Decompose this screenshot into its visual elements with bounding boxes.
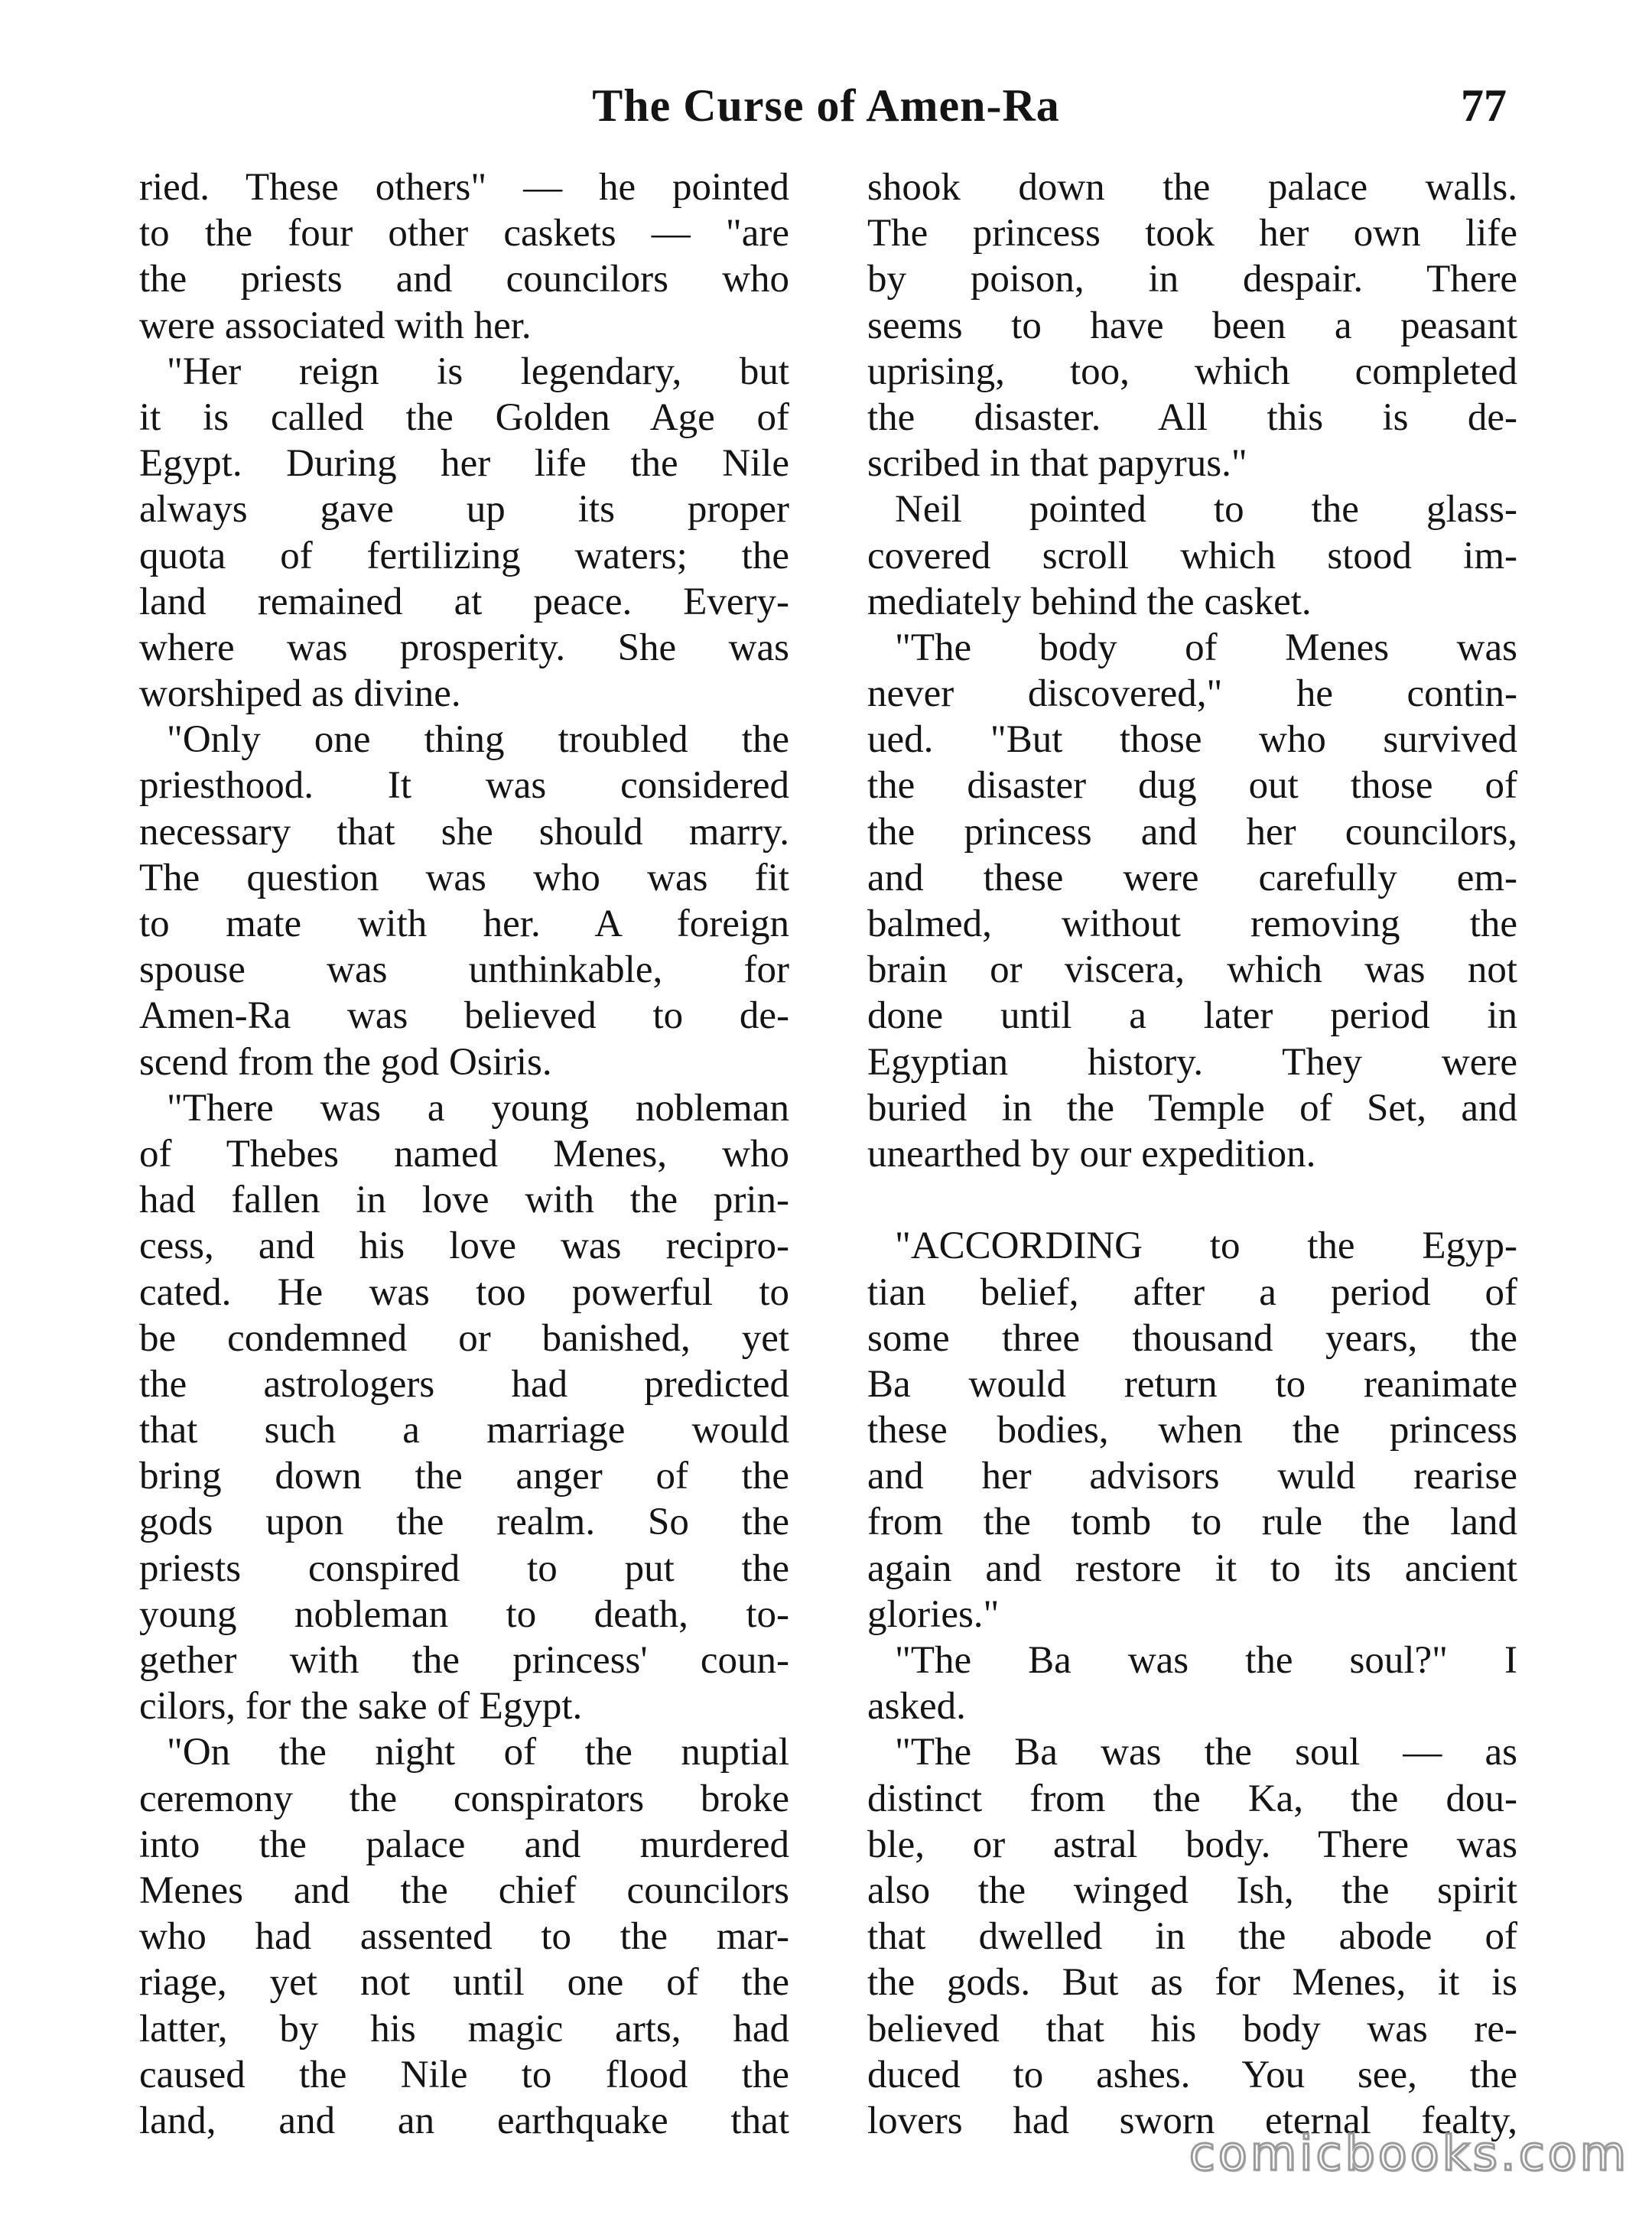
text-line: the disaster dug out those of [867,764,1517,808]
text-line: land remained at peace. Every- [139,580,789,623]
text-line: necessary that she should marry. [139,810,789,854]
text-line: never discovered," he contin- [867,672,1517,716]
watermark: comicbooks.com [1189,2125,1629,2181]
text-line: the princess and her councilors, [867,810,1517,854]
text-line: into the palace and murdered [139,1823,789,1866]
text-line: and her advisors wuld rearise [867,1455,1517,1498]
text-line: ceremony the conspirators broke [139,1777,789,1820]
text-line: Amen-Ra was believed to de- [139,994,789,1038]
text-line: uprising, too, which completed [867,350,1517,393]
text-line: mediately behind the casket. [867,580,1312,623]
text-line: "The Ba was the soul?" I [895,1639,1517,1682]
text-line: "The body of Menes was [895,626,1517,669]
text-line: gods upon the realm. So the [139,1501,789,1544]
text-line: ued. "But those who survived [867,718,1517,762]
text-line: "There was a young nobleman [167,1086,789,1130]
text-line: be condemned or banished, yet [139,1316,789,1360]
text-line: who had assented to the mar- [139,1915,789,1959]
text-line: riage, yet not until one of the [139,1961,789,2005]
text-line: and these were carefully em- [867,856,1517,899]
text-line: covered scroll which stood im- [867,534,1517,577]
text-line: to mate with her. A foreign [139,902,789,945]
text-line: had fallen in love with the prin- [139,1179,789,1222]
text-line: tian belief, after a period of [867,1270,1517,1314]
text-line: priesthood. It was considered [139,764,789,808]
text-line: always gave up its proper [139,488,789,532]
text-line: asked. [867,1685,966,1729]
text-line: Egyptian history. They were [867,1040,1517,1084]
text-line: "Only one thing troubled the [167,718,789,762]
running-title: The Curse of Amen-Ra [592,80,1060,131]
text-line: "ACCORDING to the Egyp- [895,1224,1517,1268]
page-header [0,80,1652,141]
text-line: spouse was unthinkable, for [139,948,789,992]
text-line: from the tomb to rule the land [867,1501,1517,1544]
page-number: 77 [1461,80,1507,131]
text-line: of Thebes named Menes, who [139,1132,789,1176]
text-line: to the four other caskets — "are [139,212,789,255]
text-line: scribed in that papyrus." [867,442,1247,486]
text-line: young nobleman to death, to- [139,1592,789,1636]
text-line: were associated with her. [139,304,532,347]
text-line: again and restore it to its ancient [867,1546,1517,1590]
text-line: the disaster. All this is de- [867,395,1517,439]
text-line: glories." [867,1592,1000,1636]
text-line: gether with the princess' coun- [139,1639,789,1682]
text-line: balmed, without removing the [867,902,1517,945]
text-line: it is called the Golden Age of [139,395,789,439]
text-line: bring down the anger of the [139,1455,789,1498]
text-line: Neil pointed to the glass- [895,488,1517,532]
left-column [139,164,789,2144]
text-line: distinct from the Ka, the dou- [867,1777,1517,1820]
text-line: "Her reign is legendary, but [167,350,789,393]
text-line: the priests and councilors who [139,258,789,301]
text-line: latter, by his magic arts, had [139,2007,789,2051]
text-line: The princess took her own life [867,212,1517,255]
text-line: cated. He was too powerful to [139,1270,789,1314]
text-line: by poison, in despair. There [867,258,1517,301]
text-line: priests conspired to put the [139,1546,789,1590]
text-line: "On the night of the nuptial [167,1731,789,1774]
text-line: land, and an earthquake that [139,2099,789,2142]
text-line: worshiped as divine. [139,672,461,716]
text-line: Egypt. During her life the Nile [139,442,789,486]
text-line: Menes and the chief councilors [139,1868,789,1912]
text-line: seems to have been a peasant [867,304,1517,347]
text-line: that dwelled in the abode of [867,1915,1517,1959]
text-line: some three thousand years, the [867,1316,1517,1360]
text-line: the astrologers had predicted [139,1362,789,1406]
text-line: scend from the god Osiris. [139,1040,552,1084]
text-line: quota of fertilizing waters; the [139,534,789,577]
text-line: cilors, for the sake of Egypt. [139,1685,583,1729]
text-line: these bodies, when the princess [867,1409,1517,1452]
text-line: also the winged Ish, the spirit [867,1868,1517,1912]
text-line: unearthed by our expedition. [867,1132,1316,1176]
text-line: cess, and his love was recipro- [139,1224,789,1268]
text-line: lovers had sworn eternal fealty, [867,2099,1517,2142]
text-line: caused the Nile to flood the [139,2053,789,2096]
text-line: that such a marriage would [139,1409,789,1452]
text-line: brain or viscera, which was not [867,948,1517,992]
text-line: ble, or astral body. There was [867,1823,1517,1866]
text-line: The question was who was fit [139,856,789,899]
text-line: "The Ba was the soul — as [895,1731,1517,1774]
text-line: where was prosperity. She was [139,626,789,669]
text-line: believed that his body was re- [867,2007,1517,2051]
text-line: done until a later period in [867,994,1517,1038]
text-line: ried. These others" — he pointed [139,166,789,209]
text-line: buried in the Temple of Set, and [867,1086,1517,1130]
text-line: the gods. But as for Menes, it is [867,1961,1517,2005]
section-break [867,1177,1517,1223]
right-column [867,164,1517,2144]
text-line: duced to ashes. You see, the [867,2053,1517,2096]
text-line: shook down the palace walls. [867,166,1517,209]
text-line: Ba would return to reanimate [867,1362,1517,1406]
